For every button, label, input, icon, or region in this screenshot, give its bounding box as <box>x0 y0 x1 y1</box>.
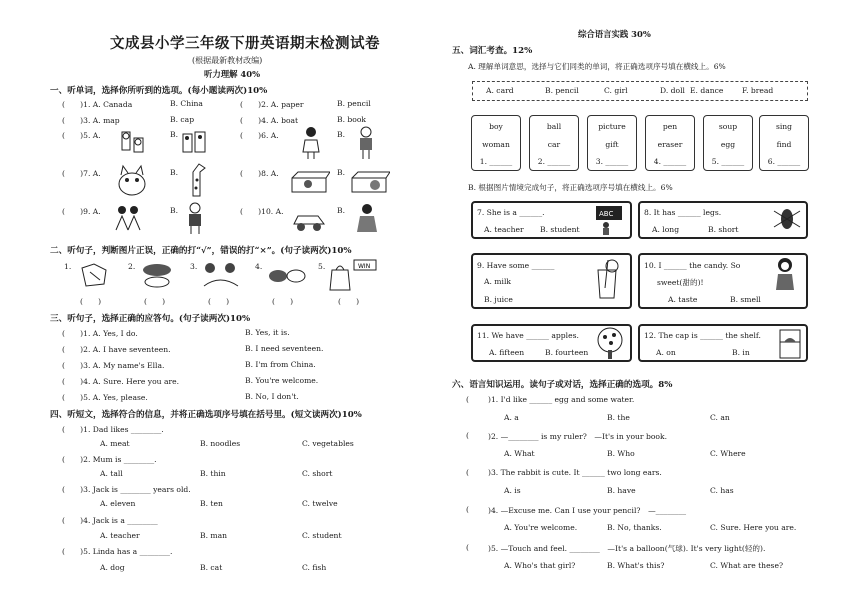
practice-header: 综合语言实践 30% <box>578 29 651 39</box>
group-4-word-2: eraser <box>657 140 683 149</box>
s3-q1-b: B. Yes, it is. <box>245 328 290 337</box>
group-4-word-1: pen <box>662 122 678 131</box>
s6-q5: )5. —Touch and feel. ________ —It's a balloon(气球). It's very light(轻的). <box>488 544 766 553</box>
s1-q4-b: B. book <box>337 115 367 124</box>
group-6-word-1: sing <box>775 122 793 131</box>
s1-q2-b: B. pencil <box>337 99 371 108</box>
s6-q1-paren: ( <box>466 395 469 404</box>
food-picture-icon <box>138 260 176 290</box>
s3-q4-a: ( )4. A. Sure. Here you are. <box>62 377 180 386</box>
part-a-instruction: A. 理解单词意思，选择与它们同类的单词，将正确选项序号填在横线上。6% <box>468 62 726 71</box>
woman-picture-icon <box>352 202 382 236</box>
s6-q3-c: C. has <box>710 486 734 495</box>
s1-q6-b: B. <box>337 130 345 139</box>
s6-q3-a: A. is <box>504 486 521 495</box>
child-picture-icon <box>180 200 210 236</box>
s6-q2-paren: ( <box>466 431 469 440</box>
giraffe-picture-icon <box>185 160 213 198</box>
s4-q3-a: A. eleven <box>100 499 136 508</box>
s2-num-4: 4. <box>255 262 263 271</box>
word-group-3 <box>587 115 637 171</box>
s1-q7: ( )7. A. <box>62 169 101 178</box>
q9-a: A. milk <box>484 277 511 286</box>
monkeys-picture-icon <box>200 258 242 292</box>
q12-b: B. in <box>732 348 750 357</box>
bag-sign-picture-icon <box>328 258 378 292</box>
s1-q6: ( )6. A. <box>240 131 279 140</box>
s1-q3-b: B. cap <box>170 115 195 124</box>
q11-a: A. fifteen <box>489 348 525 357</box>
page-title: 文成县小学三年级下册英语期末检测试卷 <box>110 35 380 52</box>
section-5-heading: 五、词汇考查。12% <box>452 46 533 56</box>
s4-q4-b: B. man <box>200 531 228 540</box>
s1-q4: ( )4. A. boat <box>240 116 299 125</box>
s4-q2-a: A. tall <box>100 469 123 478</box>
s2-paren-2: ( ) <box>144 297 166 306</box>
s2-paren-4: ( ) <box>272 297 294 306</box>
group-6-word-2: find <box>776 140 792 149</box>
s1-q9-b: B. <box>170 206 178 215</box>
section-6-heading: 六、语言知识运用。读句子或对话，选择正确的选项。8% <box>452 380 673 390</box>
s6-q4-b: B. No, thanks. <box>607 523 662 532</box>
s3-q5-a: ( )5. A. Yes, please. <box>62 393 148 402</box>
s1-q8-b: B. <box>337 168 345 177</box>
s4-q4-a: A. teacher <box>100 531 140 540</box>
s6-q2-c: C. Where <box>710 449 746 458</box>
group-4-answer[interactable]: 4. ______ <box>653 157 687 166</box>
s3-q2-b: B. I need seventeen. <box>245 344 324 353</box>
group-3-answer[interactable]: 3. ______ <box>595 157 629 166</box>
q12-a: A. on <box>656 348 676 357</box>
q10-text: 10. I ______ the candy. So <box>644 261 741 270</box>
s1-q5: ( )5. A. <box>62 131 101 140</box>
s3-q3-a: ( )3. A. My name's Ella. <box>62 361 165 370</box>
s3-q2-a: ( )2. A. I have seventeen. <box>62 345 171 354</box>
girl-picture-icon <box>300 126 322 160</box>
s6-q5-c: C. What are these? <box>710 561 784 570</box>
listening-header: 听力理解 40% <box>204 69 261 79</box>
s6-q5-a: A. Who's that girl? <box>504 561 576 570</box>
section-4-heading: 四、听短文，选择符合的信息，并将正确选项序号填在括号里。(短文读两次)10% <box>50 410 362 420</box>
s1-q3: ( )3. A. map <box>62 116 120 125</box>
s6-q2: )2. —________ is my ruler? —It's in your book. <box>488 432 667 441</box>
s2-paren-1: ( ) <box>80 297 102 306</box>
s1-q1-b: B. China <box>170 99 203 108</box>
s4-q1-a: A. meat <box>100 439 130 448</box>
word-group-5 <box>703 115 753 171</box>
s4-q2: ( )2. Mum is ________. <box>62 455 157 464</box>
group-3-word-2: gift <box>605 140 619 149</box>
juice-glass-picture-icon <box>592 258 622 300</box>
s4-q1-c: C. vegetables <box>302 439 354 448</box>
insect-picture-icon <box>772 203 802 235</box>
s1-q10-b: B. <box>337 206 345 215</box>
q10-text-2: sweet(甜的)! <box>657 278 704 287</box>
s6-q4-paren: ( <box>466 505 469 514</box>
s3-q1-a: ( )1. A. Yes, I do. <box>62 329 138 338</box>
s2-num-2: 2. <box>128 262 136 271</box>
s3-q3-b: B. I'm from China. <box>245 360 316 369</box>
shelf-cap-picture-icon <box>778 326 802 360</box>
s4-q1: ( )1. Dad likes ________. <box>62 425 164 434</box>
s2-num-5: 5. <box>318 262 326 271</box>
group-5-word-2: egg <box>720 140 736 149</box>
s6-q3: )3. The rabbit is cute. It ______ two long ears. <box>488 468 662 477</box>
s4-q4: ( )4. Jack is a ________ <box>62 516 158 525</box>
s2-paren-3: ( ) <box>208 297 230 306</box>
girl-candy-picture-icon <box>770 256 800 296</box>
s4-q2-b: B. thin <box>200 469 226 478</box>
group-1-word-2: woman <box>482 140 510 149</box>
s1-q2: ( )2. A. paper <box>240 100 304 109</box>
part-b-instruction: B. 根据图片情境完成句子，将正确选项序号填在横线上。6% <box>468 183 673 192</box>
s3-q4-b: B. You're welcome. <box>245 376 319 385</box>
s6-q5-paren: ( <box>466 543 469 552</box>
group-1-word-1: boy <box>489 122 503 131</box>
s6-q2-a: A. What <box>504 449 535 458</box>
s4-q3-b: B. ten <box>200 499 223 508</box>
s4-q5-a: A. dog <box>100 563 125 572</box>
s2-num-3: 3. <box>190 262 198 271</box>
box-picture-icon <box>290 170 330 196</box>
section-2-heading: 二、听句子，判断图片正误，正确的打“√”，错误的打“×”。(句子读两次)10% <box>50 246 352 256</box>
mouth-open-picture-icon <box>118 128 148 158</box>
s6-q4: )4. —Excuse me. Can I use your pencil? —________ <box>488 506 687 515</box>
hand-picture-icon <box>76 260 112 290</box>
s6-q1-b: B. the <box>607 413 630 422</box>
s1-q5-b: B. <box>170 130 178 139</box>
s1-q10: ( )10. A. <box>240 207 284 216</box>
q9-b: B. juice <box>484 295 513 304</box>
group-2-word-1: ball <box>546 122 562 131</box>
s4-q5-b: B. cat <box>200 563 223 572</box>
s6-q3-paren: ( <box>466 468 469 477</box>
s4-q2-c: C. short <box>302 469 333 478</box>
group-5-answer[interactable]: 5. ______ <box>711 157 745 166</box>
q9-text: 9. Have some ______ <box>477 261 555 270</box>
boy-picture-icon <box>355 126 377 160</box>
s6-q4-a: A. You're welcome. <box>504 523 578 532</box>
q7-text: 7. She is a ______. <box>477 208 545 217</box>
option-b: B. pencil <box>545 86 579 95</box>
group-2-answer[interactable]: 2. ______ <box>537 157 571 166</box>
s1-q9: ( )9. A. <box>62 207 101 216</box>
option-f: F. bread <box>742 86 774 95</box>
apple-tree-picture-icon <box>594 326 626 360</box>
group-5-word-1: soup <box>718 122 738 131</box>
group-2-word-2: car <box>547 140 561 149</box>
s4-q3: ( )3. Jack is ________ years old. <box>62 485 191 494</box>
s2-paren-5: ( ) <box>338 297 360 306</box>
q7-b: B. student <box>540 225 580 234</box>
q12-text: 12. The cap is ______ the shelf. <box>644 331 761 340</box>
word-group-4 <box>645 115 695 171</box>
s6-q4-c: C. Sure. Here you are. <box>710 523 797 532</box>
option-e: E. dance <box>690 86 724 95</box>
group-3-word-1: picture <box>598 122 626 131</box>
subtitle: (根据最新教材改编) <box>192 56 263 65</box>
s6-q3-b: B. have <box>607 486 636 495</box>
s4-q5-c: C. fish <box>302 563 327 572</box>
section-3-heading: 三、听句子，选择正确的应答句。(句子读两次)10% <box>50 314 251 324</box>
cat-picture-icon <box>114 162 150 198</box>
box-ball-picture-icon <box>350 170 390 196</box>
sign-text: WIN <box>358 263 371 270</box>
s4-q1-b: B. noodles <box>200 439 241 448</box>
s6-q5-b: B. What's this? <box>607 561 665 570</box>
group-1-answer[interactable]: 1. ______ <box>479 157 513 166</box>
s1-q1: ( )1. A. Canada <box>62 100 133 109</box>
s1-q8: ( )8. A. <box>240 169 279 178</box>
section-1-heading: 一、听单词，选择你所听到的选项。(每小题读两次)10% <box>50 86 268 96</box>
s4-q3-c: C. twelve <box>302 499 338 508</box>
s3-q5-b: B. No, I don't. <box>245 392 299 401</box>
s2-num-1: 1. <box>64 262 72 271</box>
q8-a: A. long <box>652 225 680 234</box>
word-group-2 <box>529 115 579 171</box>
s6-q1-a: A. a <box>504 413 519 422</box>
word-group-6 <box>759 115 809 171</box>
option-d: D. doll <box>660 86 685 95</box>
s1-q7-b: B. <box>170 168 178 177</box>
q7-a: A. teacher <box>484 225 524 234</box>
puppets-picture-icon <box>180 128 210 158</box>
q10-a: A. taste <box>668 295 698 304</box>
q11-b: B. fourteen <box>545 348 589 357</box>
group-6-answer[interactable]: 6. ______ <box>767 157 801 166</box>
dogs-picture-icon <box>266 258 306 290</box>
word-group-1 <box>471 115 521 171</box>
s4-q5: ( )5. Linda has a ________. <box>62 547 173 556</box>
s6-q1: )1. I'd like ______ egg and some water. <box>488 395 635 404</box>
q10-b: B. smell <box>730 295 761 304</box>
teacher-board-picture-icon <box>594 204 628 236</box>
car-picture-icon <box>292 210 326 232</box>
children-picture-icon <box>112 202 144 234</box>
s6-q1-c: C. an <box>710 413 730 422</box>
q8-b: B. short <box>708 225 739 234</box>
s6-q2-b: B. Who <box>607 449 635 458</box>
option-a: A. card <box>486 86 514 95</box>
board-text: ABC <box>599 210 614 218</box>
q8-text: 8. It has ______ legs. <box>644 208 722 217</box>
s4-q4-c: C. student <box>302 531 342 540</box>
q11-text: 11. We have ______ apples. <box>477 331 579 340</box>
option-c: C. girl <box>604 86 628 95</box>
